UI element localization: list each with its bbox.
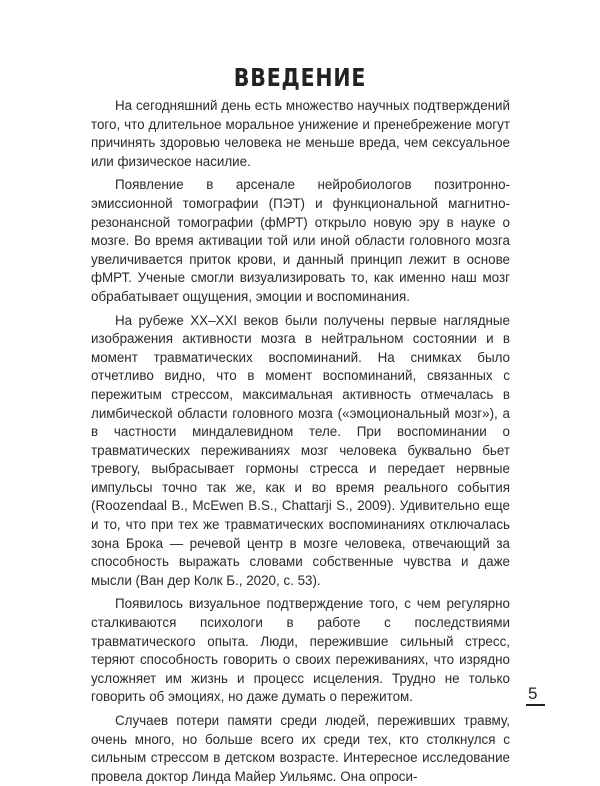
paragraph: На сегодняшний день есть множество научных подтверждений того, что длительное моральное унижение и пренебрежение могут причинять здоровью человека не меньше вреда, чем сексуальное или физическое насилие.	[91, 98, 510, 169]
paragraph: Появилось визуальное подтверждение того, с чем регулярно сталкиваются психологи в работе с последствиями травматического опыта. Люди, пережившие сильный стресс, теряют способность говорить о своих переживаниях, что изрядно усложняет им жизнь и процесс исцеления. Трудно не только говорить об эмоциях, но даже думать о пережитом.	[91, 596, 510, 705]
page-title: ВВЕДЕНИЕ	[233, 62, 367, 92]
paragraph: На рубеже XX–XXI веков были получены первые наглядные изображения активности мозга в нейтральном состоянии и в момент травматических воспоминаний. На снимках было отчетливо видно, что в момент воспоминаний, связанных с пережитым стрессом, максимальная активность отмечалась в лимбической области головного мозга («эмоциональный мозг»), а в частности миндалевидном теле. При воспоминании о травматических переживаниях мозг человека буквально бьет тревогу, выбрасывает гормоны стресса и передает нервные импульсы точно так же, как и во время реального события (Roozendaal B., McEwen B.S., Chattarji S., 2009). Удивительно еще и то, что при тех же травматических воспоминаниях отключалась зона Брока — речевой центр в мозге человека, отвечающий за способность выражать словами собственные чувства и даже мысли (Ван дер Колк Б., 2020, с. 53).	[91, 312, 510, 588]
paragraph: Случаев потери памяти среди людей, переживших травму, очень много, но больше всего их среди тех, кто столкнулся с сильным стрессом в детском возрасте. Интересное исследование провела доктор Линда Майер Уильямс. Она опроси-	[91, 713, 510, 784]
paragraph: Появление в арсенале нейробиологов позитронно-эмиссионной томографии (ПЭТ) и функциональной магнитно-резонансной томографии (фМРТ) открыло новую эру в науке о мозге. Во время активации той или иной области головного мозга увеличивается приток крови, и данный принцип лежит в основе фМРТ. Ученые смогли визуализировать то, как именно наш мозг обрабатывает ощущения, эмоции и воспоминания.	[91, 177, 510, 304]
page-number: 5	[528, 684, 538, 703]
page-number-rule	[526, 704, 545, 706]
body-text	[91, 97, 510, 786]
